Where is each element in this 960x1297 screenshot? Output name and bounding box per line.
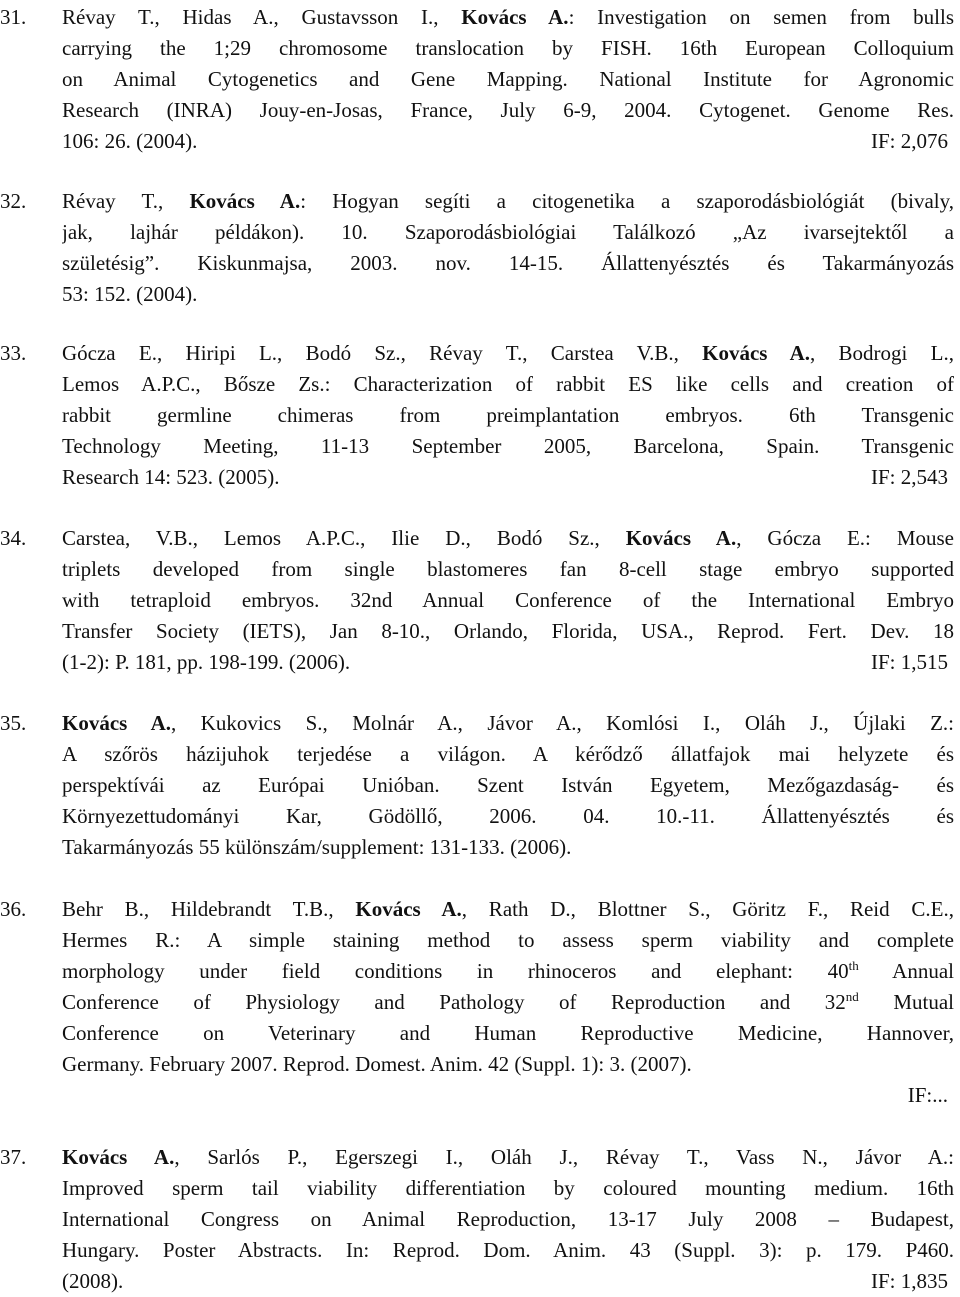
- entry-line: Révay T., Kovács A.: Hogyan segíti a citogenetika a szaporodásbiológiát (bivaly,: [62, 189, 954, 213]
- author-highlight: Kovács A.: [625, 526, 737, 550]
- entry-line: Lemos A.P.C., Bősze Zs.: Characterization of rabbit ES like cells and creation of: [62, 372, 954, 396]
- entry-number: 32.: [0, 189, 27, 213]
- entry-line: with tetraploid embryos. 32nd Annual Conference of the International Embryo: [62, 588, 954, 612]
- entry-text: [62, 894, 954, 1111]
- entry-line: Takarmányozás 55 különszám/supplement: 131-133. (2006).: [62, 835, 572, 859]
- impact-factor: IF: 2,543: [870, 465, 948, 489]
- entry-line: Kovács A., Kukovics S., Molnár A., Jávor A., Komlósi I., Oláh J., Újlaki Z.:: [62, 711, 954, 735]
- entry-number: 36.: [0, 897, 27, 921]
- entry-line: morphology under field conditions in rhinoceros and elephant: 40th Annual: [62, 958, 954, 983]
- entry-line: Technology Meeting, 11-13 September 2005, Barcelona, Spain. Transgenic: [62, 434, 954, 458]
- entry-text: [62, 523, 954, 678]
- entry-line: 53: 152. (2004).: [62, 282, 198, 306]
- entry-line: Improved sperm tail viability differentiation by coloured mounting medium. 16th: [62, 1176, 954, 1200]
- author-highlight: Kovács A.: [62, 1145, 175, 1169]
- entry-line: 106: 26. (2004). IF: 2,076: [62, 126, 954, 157]
- entry-line: (2008). IF: 1,835: [62, 1266, 954, 1297]
- entry-text: [62, 186, 954, 310]
- entry-line: International Congress on Animal Reproduction, 13-17 July 2008 – Budapest,: [62, 1207, 954, 1231]
- entry-line: A szőrös házijuhok terjedése a világon. A kérődző állatfajok mai helyzete és: [62, 742, 954, 766]
- entry-number: 35.: [0, 711, 27, 735]
- entry-number: 37.: [0, 1145, 27, 1169]
- author-highlight: Kovács A.: [702, 341, 811, 365]
- entry-line: triplets developed from single blastomeres fan 8-cell stage embryo supported: [62, 557, 954, 581]
- entry-line: carrying the 1;29 chromosome translocation by FISH. 16th European Colloquium: [62, 36, 954, 60]
- entry-line: perspektívái az Európai Unióban. Szent István Egyetem, Mezőgazdaság- és: [62, 773, 954, 797]
- impact-factor: IF: 1,515: [870, 650, 948, 674]
- entry-text: [62, 2, 954, 157]
- entry-line: Research 14: 523. (2005). IF: 2,543: [62, 462, 954, 493]
- entry-text: [62, 708, 954, 863]
- impact-factor: IF:...: [907, 1083, 948, 1107]
- entry-line: jak, lajhár példákon). 10. Szaporodásbiológiai Találkozó „Az ivarsejtektől a: [62, 220, 954, 244]
- entry-line: on Animal Cytogenetics and Gene Mapping. National Institute for Agronomic: [62, 67, 954, 91]
- entry-line: Behr B., Hildebrandt T.B., Kovács A., Rath D., Blottner S., Göritz F., Reid C.E.,: [62, 897, 954, 921]
- superscript: nd: [845, 989, 859, 1004]
- superscript: th: [848, 958, 859, 973]
- entry-line: Research (INRA) Jouy-en-Josas, France, July 6-9, 2004. Cytogenet. Genome Res.: [62, 98, 954, 122]
- entry-line: Környezettudományi Kar, Gödöllő, 2006. 04. 10.-11. Állattenyésztés és: [62, 804, 954, 828]
- entry-line: rabbit germline chimeras from preimplantation embryos. 6th Transgenic: [62, 403, 954, 427]
- author-highlight: Kovács A.: [355, 897, 462, 921]
- entry-line: Hungary. Poster Abstracts. In: Reprod. Dom. Anim. 43 (Suppl. 3): p. 179. P460.: [62, 1238, 954, 1262]
- entry-line: Kovács A., Sarlós P., Egerszegi I., Oláh J., Révay T., Vass N., Jávor A.:: [62, 1145, 954, 1169]
- entry-line: Révay T., Hidas A., Gustavsson I., Kovács A.: Investigation on semen from bulls: [62, 5, 954, 29]
- entry-number: 31.: [0, 5, 27, 29]
- entry-number: 33.: [0, 341, 27, 365]
- entry-line: Hermes R.: A simple staining method to assess sperm viability and complete: [62, 928, 954, 952]
- entry-text: [62, 338, 954, 493]
- entry-line: Transfer Society (IETS), Jan 8-10., Orlando, Florida, USA., Reprod. Fert. Dev. 18: [62, 619, 954, 643]
- entry-number: 34.: [0, 526, 27, 550]
- entry-line: Carstea, V.B., Lemos A.P.C., Ilie D., Bodó Sz., Kovács A., Gócza E.: Mouse: [62, 526, 954, 550]
- author-highlight: Kovács A.: [461, 5, 569, 29]
- impact-factor: IF: 1,835: [870, 1269, 948, 1293]
- entry-line: Germany. February 2007. Reprod. Domest. Anim. 42 (Suppl. 1): 3. (2007).: [62, 1052, 692, 1076]
- impact-factor: IF: 2,076: [870, 129, 948, 153]
- author-highlight: Kovács A.: [62, 711, 172, 735]
- entry-line: születésig”. Kiskunmajsa, 2003. nov. 14-15. Állattenyésztés és Takarmányozás: [62, 251, 954, 275]
- entry-line: Conference on Veterinary and Human Reproductive Medicine, Hannover,: [62, 1021, 954, 1045]
- entry-line: Conference of Physiology and Pathology of Reproduction and 32nd Mutual: [62, 989, 954, 1014]
- entry-text: [62, 1142, 954, 1297]
- entry-line: Gócza E., Hiripi L., Bodó Sz., Révay T., Carstea V.B., Kovács A., Bodrogi L.,: [62, 341, 954, 365]
- entry-line: (1-2): P. 181, pp. 198-199. (2006). IF: 1,515: [62, 647, 954, 678]
- author-highlight: Kovács A.: [189, 189, 301, 213]
